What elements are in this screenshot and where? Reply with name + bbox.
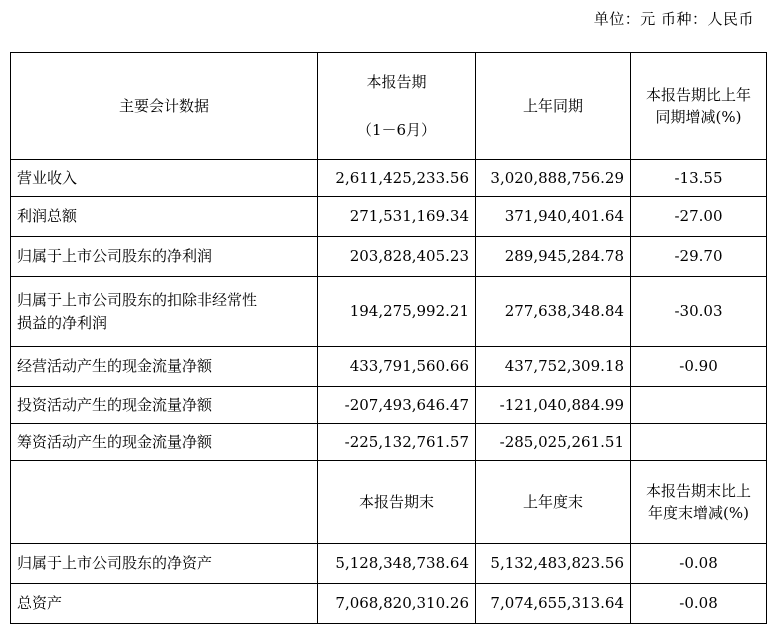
row-change-value: -0.08 <box>631 584 767 624</box>
row-change-value: -29.70 <box>631 237 767 277</box>
row-label-line2: 损益的净利润 <box>17 313 108 332</box>
row-prior-value: -121,040,884.99 <box>476 387 631 424</box>
header-current-period-line2: （1－6月） <box>356 121 437 139</box>
header-current-period-line1: 本报告期 <box>366 72 427 91</box>
row-prior-value: 3,020,888,756.29 <box>476 160 631 197</box>
row-prior-value: 7,074,655,313.64 <box>476 584 631 624</box>
header-change-pct-line1: 本报告期比上年 <box>645 85 751 104</box>
table-header-row-2 <box>11 461 767 544</box>
header2-current-period-end: 本报告期末 <box>318 461 476 544</box>
row-label: 利润总额 <box>11 197 318 237</box>
row-label-line1: 归属于上市公司股东的扣除非经常性 <box>17 291 258 309</box>
table-row <box>11 544 767 584</box>
row-change-value: -27.00 <box>631 197 767 237</box>
table-row <box>11 237 767 277</box>
row-prior-value: -285,025,261.51 <box>476 424 631 461</box>
row-change-value: -0.08 <box>631 544 767 584</box>
table-row <box>11 277 767 347</box>
row-label: 投资活动产生的现金流量净额 <box>11 387 318 424</box>
row-current-value: 203,828,405.23 <box>318 237 476 277</box>
table-row <box>11 197 767 237</box>
row-prior-value: 5,132,483,823.56 <box>476 544 631 584</box>
table-row <box>11 424 767 461</box>
row-label: 筹资活动产生的现金流量净额 <box>11 424 318 461</box>
row-change-value: -30.03 <box>631 277 767 347</box>
header2-prior-year-end: 上年度末 <box>476 461 631 544</box>
header-current-period <box>318 53 476 160</box>
row-label: 营业收入 <box>11 160 318 197</box>
row-change-value <box>631 424 767 461</box>
table-row <box>11 160 767 197</box>
row-prior-value: 277,638,348.84 <box>476 277 631 347</box>
header2-blank <box>11 461 318 544</box>
row-label: 归属于上市公司股东的净利润 <box>11 237 318 277</box>
table-row <box>11 387 767 424</box>
header-change-pct <box>631 53 767 160</box>
table-row <box>11 584 767 624</box>
header2-change-pct <box>631 461 767 544</box>
header2-change-pct-line1: 本报告期末比上 <box>645 481 751 500</box>
row-change-value: -0.90 <box>631 347 767 387</box>
row-label <box>11 277 318 347</box>
row-current-value: 194,275,992.21 <box>318 277 476 347</box>
row-change-value: -13.55 <box>631 160 767 197</box>
row-prior-value: 437,752,309.18 <box>476 347 631 387</box>
row-label: 总资产 <box>11 584 318 624</box>
key-accounting-data-table <box>10 52 767 624</box>
row-label: 经营活动产生的现金流量净额 <box>11 347 318 387</box>
row-change-value <box>631 387 767 424</box>
row-prior-value: 371,940,401.64 <box>476 197 631 237</box>
row-current-value: 2,611,425,233.56 <box>318 160 476 197</box>
row-prior-value: 289,945,284.78 <box>476 237 631 277</box>
header-change-pct-line2: 同期增减(%) <box>655 108 742 126</box>
header2-change-pct-line2: 年度末增减(%) <box>648 504 749 522</box>
row-current-value: 5,128,348,738.64 <box>318 544 476 584</box>
header-prior-period: 上年同期 <box>476 53 631 160</box>
row-current-value: 271,531,169.34 <box>318 197 476 237</box>
table-header-row <box>11 53 767 160</box>
row-current-value: -207,493,646.47 <box>318 387 476 424</box>
row-label: 归属于上市公司股东的净资产 <box>11 544 318 584</box>
table-row <box>11 347 767 387</box>
row-current-value: 433,791,560.66 <box>318 347 476 387</box>
unit-currency-note: 单位：元 币种：人民币 <box>593 10 754 28</box>
row-current-value: -225,132,761.57 <box>318 424 476 461</box>
row-current-value: 7,068,820,310.26 <box>318 584 476 624</box>
header-main-data: 主要会计数据 <box>11 53 318 160</box>
